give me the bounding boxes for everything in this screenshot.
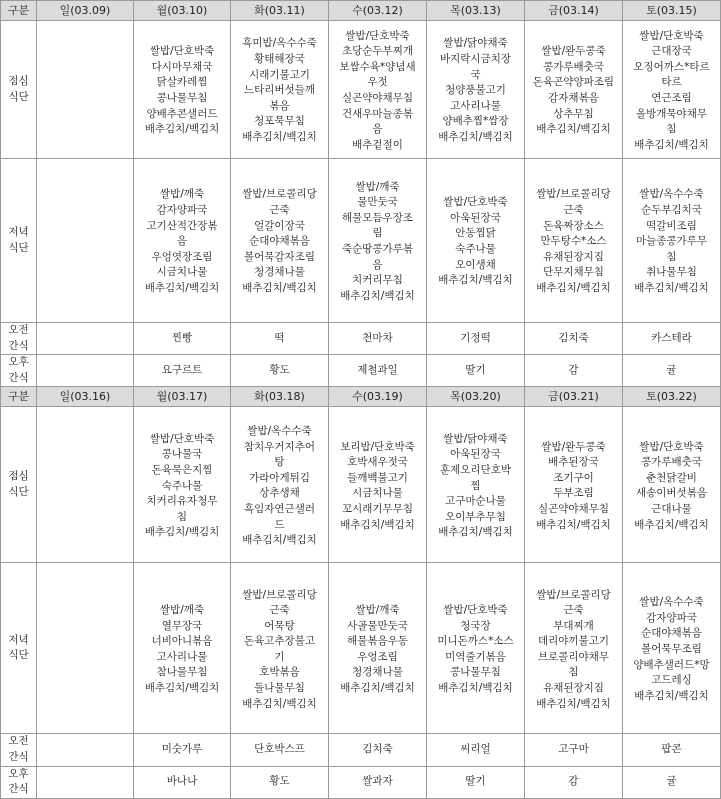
menu-item: 콩가루배춧국 — [641, 456, 702, 469]
menu-item: 쌀밥/깨죽 — [355, 180, 400, 193]
menu-item: 돈육고추장불고 — [243, 635, 315, 648]
row-label-bottom: 간식 — [8, 783, 29, 796]
snack-cell: 팝콘 — [623, 734, 721, 766]
menu-item: 근죽 — [269, 204, 290, 217]
lunch-menu-cell — [525, 407, 623, 563]
dinner-menu-cell — [427, 563, 525, 734]
menu-item: 물만둣국 — [357, 196, 398, 209]
snack-cell: 제철과일 — [329, 355, 427, 387]
lunch-row-label — [1, 21, 37, 159]
day-header: 금(03.21) — [525, 387, 623, 407]
menu-item: 시금치나물 — [156, 266, 208, 279]
menu-item: 부대찌개 — [553, 619, 594, 632]
week-header-row — [1, 387, 721, 407]
menu-item: 근죽 — [563, 604, 584, 617]
snack-cell: 단호박스프 — [231, 734, 329, 766]
snack-cell: 딸기 — [427, 355, 525, 387]
snack-cell: 고구마 — [525, 734, 623, 766]
menu-item: 흑미밥/옥수수죽 — [242, 37, 317, 50]
snack-cell: 김치죽 — [329, 734, 427, 766]
snack-cell: 천마차 — [329, 323, 427, 355]
menu-item: 쌀밥/완두콩죽 — [541, 45, 606, 58]
day-header: 화(03.18) — [231, 387, 329, 407]
menu-item: 숙주나물 — [161, 479, 203, 492]
menu-item: 쌀밥/브로콜리당 — [242, 588, 317, 601]
menu-item: 탕 — [274, 456, 285, 469]
menu-item: 쌀밥/옥수수죽 — [639, 596, 704, 609]
row-label-top: 저녁 — [8, 633, 29, 646]
menu-item: 얼갈이장국 — [254, 219, 305, 232]
snack-cell: 카스테라 — [623, 323, 721, 355]
day-header: 일(03.16) — [37, 387, 134, 407]
menu-item: 감자양파국 — [156, 204, 208, 217]
snack-am-row-label — [1, 323, 37, 355]
menu-item: 쌀밥/완두콩죽 — [541, 440, 606, 453]
menu-item: 쌀밥/단호박죽 — [345, 29, 410, 42]
dinner-menu-cell — [231, 159, 329, 323]
snack-am-row — [1, 734, 721, 766]
day-header: 목(03.20) — [427, 387, 525, 407]
header-label-cell: 구분 — [1, 1, 37, 21]
menu-item: 마늘종콩가루무 — [635, 235, 707, 248]
menu-item: 호박새우젓국 — [347, 456, 408, 469]
menu-item: 치커리무침 — [352, 274, 403, 287]
dinner-row — [1, 563, 721, 734]
menu-item: 쌀밥/닭야채죽 — [443, 37, 508, 50]
dinner-row — [1, 159, 721, 323]
lunch-menu-cell — [525, 21, 623, 159]
menu-item: 타르 — [661, 76, 682, 89]
menu-item: 떡갈비조림 — [646, 219, 697, 232]
row-label-bottom: 간식 — [8, 339, 29, 352]
menu-item: 취나물무침 — [646, 266, 697, 279]
menu-item: 쌀밥/깨죽 — [355, 604, 400, 617]
menu-item: 쌀밥/브로콜리당 — [242, 188, 317, 201]
menu-item: 양배추찜*쌈장 — [442, 115, 509, 128]
menu-item: 근죽 — [269, 604, 290, 617]
snack-cell: 딸기 — [427, 766, 525, 798]
menu-item: 건새우마늘종볶 — [341, 107, 413, 120]
menu-item: 배추김치/백김치 — [536, 281, 611, 294]
menu-item: 배추김치/백김치 — [634, 689, 709, 702]
menu-item: 청경채나물 — [254, 266, 305, 279]
menu-item: 보리밥/단호박죽 — [340, 440, 415, 453]
menu-item: 음 — [176, 235, 188, 248]
menu-item: 쌀밥/깨죽 — [159, 188, 205, 201]
snack-cell: 황도 — [231, 766, 329, 798]
row-label-top: 오전 — [8, 324, 29, 336]
menu-item: 쌀밥/브로콜리당 — [536, 188, 611, 201]
menu-item: 상추무침 — [553, 107, 594, 120]
menu-item: 시래기불고기 — [249, 68, 310, 81]
menu-item: 보쌈수육*양념새 — [339, 60, 416, 73]
row-label-bottom: 간식 — [8, 371, 29, 384]
menu-item: 참치우거지추어 — [243, 440, 315, 453]
snack-am-row-label — [1, 734, 37, 766]
menu-item: 고구마순나물 — [445, 495, 506, 508]
menu-item: 쌀밥/단호박죽 — [149, 432, 215, 445]
menu-item: 쌀밥/단호박죽 — [639, 440, 704, 453]
menu-item: 돈육묵은지찜 — [151, 463, 213, 476]
dinner-menu-cell — [134, 563, 231, 734]
menu-item: 아욱된장국 — [450, 211, 501, 224]
menu-item: 쌀밥/옥수수죽 — [247, 425, 312, 437]
menu-item: 단무지채무침 — [543, 266, 604, 279]
lunch-row — [1, 407, 721, 563]
menu-item: 참나물무침 — [156, 666, 208, 679]
snack-cell: 김치죽 — [525, 323, 623, 355]
menu-item: 배추김치/백김치 — [634, 138, 709, 151]
lunch-menu-cell — [623, 407, 721, 563]
menu-item: 훈제오리단호박 — [439, 463, 511, 476]
snack-cell: 감 — [525, 355, 623, 387]
menu-item: 미역줄기볶음 — [445, 650, 506, 663]
menu-item: 순대야채볶음 — [641, 627, 702, 640]
menu-item: 양배추샐러드*망 — [633, 658, 710, 671]
dinner-menu-cell — [231, 563, 329, 734]
menu-item: 국 — [470, 68, 481, 81]
menu-item: 쌀밥/닭야채죽 — [443, 432, 508, 445]
menu-item: 배추김치/백김치 — [634, 518, 709, 531]
menu-item: 배추김치/백김치 — [242, 697, 317, 710]
menu-table-body — [1, 1, 721, 799]
lunch-menu-cell — [134, 407, 231, 563]
row-label-top: 점심 — [8, 74, 29, 87]
menu-item: 쌀밥/단호박죽 — [443, 196, 508, 209]
snack-cell: 감 — [525, 766, 623, 798]
menu-item: 올방개묵야채무 — [635, 107, 707, 120]
lunch-menu-cell — [427, 21, 525, 159]
menu-item: 쌀밥/옥수수죽 — [639, 188, 704, 201]
day-header: 수(03.12) — [329, 1, 427, 21]
snack-pm-row-label — [1, 355, 37, 387]
menu-item: 데리야끼불고기 — [537, 635, 609, 648]
menu-item: 가라아게튀김 — [249, 471, 310, 484]
menu-item: 근대나물 — [651, 502, 692, 515]
menu-item: 콩나물국 — [161, 448, 203, 461]
dinner-menu-cell — [525, 563, 623, 734]
row-label-bottom: 식단 — [8, 649, 29, 662]
menu-item: 순대야채볶음 — [249, 235, 310, 248]
menu-item: 춘천닭갈비 — [646, 471, 697, 484]
menu-item: 배추김치/백김치 — [144, 281, 220, 294]
snack-cell — [37, 355, 134, 387]
menu-item: 미니돈까스*소스 — [437, 635, 514, 648]
header-label-cell: 구분 — [1, 387, 37, 407]
menu-item: 콩나물무침 — [450, 666, 501, 679]
menu-item: 찜 — [470, 479, 481, 492]
menu-item: 고사리나물 — [156, 650, 208, 663]
menu-item: 배추김치/백김치 — [438, 130, 513, 143]
menu-item: 죽순땅콩가루볶 — [341, 243, 413, 255]
menu-item: 바지락시금치장 — [439, 53, 511, 66]
menu-item: 숙주나물 — [455, 243, 496, 255]
menu-item: 느타리버섯들깨 — [243, 84, 315, 97]
menu-item: 볼어묵무조림 — [641, 643, 702, 656]
menu-item: 고사리나물 — [450, 99, 501, 112]
menu-item: 돈육곤약양파조림 — [532, 76, 615, 89]
menu-item: 청국장 — [460, 619, 491, 632]
day-header: 수(03.19) — [329, 387, 427, 407]
menu-item: 어묵탕 — [264, 619, 295, 632]
menu-item: 새송이버섯볶음 — [635, 487, 707, 500]
dinner-menu-cell — [623, 563, 721, 734]
snack-cell: 바나나 — [134, 766, 231, 798]
row-label-bottom: 식단 — [8, 485, 29, 498]
menu-item: 배추김치/백김치 — [144, 526, 220, 539]
menu-item: 침 — [176, 510, 188, 523]
menu-item: 배추김치/백김치 — [438, 682, 513, 695]
menu-item: 침 — [568, 666, 579, 679]
menu-item: 배추김치/백김치 — [536, 518, 611, 531]
snack-cell: 떡 — [231, 323, 329, 355]
menu-item: 감자채볶음 — [548, 92, 599, 104]
menu-item: 음 — [372, 258, 383, 271]
menu-item: 볼어묵감자조림 — [243, 250, 315, 263]
row-label-top: 저녁 — [8, 225, 29, 238]
dinner-menu-cell — [623, 159, 721, 323]
dinner-menu-cell — [37, 563, 134, 734]
snack-am-row — [1, 323, 721, 355]
menu-item: 고기산적간장볶 — [146, 219, 218, 232]
menu-item: 오징어까스*타르 — [633, 60, 710, 73]
menu-item: 배추김치/백김치 — [144, 123, 220, 136]
snack-cell: 미숫가루 — [134, 734, 231, 766]
lunch-menu-cell — [427, 407, 525, 563]
menu-item: 만두탕수*소스 — [540, 235, 607, 248]
menu-item: 꼬시래기무무침 — [341, 502, 413, 515]
menu-item: 닭살카레찜 — [156, 76, 208, 89]
day-header: 토(03.22) — [623, 387, 721, 407]
menu-item: 두부조림 — [553, 487, 594, 500]
menu-item: 사골물만둣국 — [347, 619, 408, 632]
menu-item: 근죽 — [563, 204, 584, 217]
menu-item: 쌀밥/브로콜리당 — [536, 588, 611, 601]
day-header: 일(03.09) — [37, 1, 134, 21]
menu-item: 우엉조림 — [357, 650, 398, 663]
dinner-menu-cell — [329, 159, 427, 323]
day-header: 화(03.11) — [231, 1, 329, 21]
menu-item: 초당순두부찌개 — [341, 45, 413, 58]
snack-pm-row — [1, 355, 721, 387]
menu-item: 흑임자연근샐러 — [243, 502, 315, 515]
snack-cell — [37, 734, 134, 766]
lunch-row-label — [1, 407, 37, 563]
row-label-top: 오후 — [8, 356, 29, 369]
day-header: 금(03.14) — [525, 1, 623, 21]
snack-cell: 귤 — [623, 355, 721, 387]
menu-item: 배추김치/백김치 — [144, 682, 220, 695]
menu-item: 콩가루배춧국 — [543, 60, 604, 73]
dinner-menu-cell — [134, 159, 231, 323]
snack-pm-row — [1, 766, 721, 798]
menu-item: 배추김치/백김치 — [536, 697, 611, 710]
menu-item: 배추김치/백김치 — [340, 682, 415, 695]
lunch-menu-cell — [37, 21, 134, 159]
menu-item: 쌀밥/단호박죽 — [149, 45, 215, 58]
menu-item: 너비아니볶음 — [151, 635, 213, 648]
menu-item: 고드레싱 — [651, 674, 692, 687]
lunch-menu-cell — [134, 21, 231, 159]
menu-item: 배추겉절이 — [352, 138, 403, 151]
lunch-menu-cell — [231, 407, 329, 563]
dinner-menu-cell — [37, 159, 134, 323]
menu-item: 침 — [666, 123, 677, 136]
menu-item: 돈육짜장소스 — [543, 219, 604, 232]
menu-item: 배추김치/백김치 — [242, 281, 317, 294]
menu-item: 드 — [274, 518, 285, 531]
dinner-menu-cell — [525, 159, 623, 323]
menu-item: 배추김치/백김치 — [536, 123, 611, 136]
menu-item: 돌나물무침 — [254, 682, 305, 695]
menu-item: 청양풍불고기 — [445, 84, 506, 97]
menu-item: 다시마무채국 — [151, 60, 213, 73]
menu-item: 아욱된장국 — [450, 448, 501, 461]
lunch-menu-cell — [329, 407, 427, 563]
menu-item: 오이생채 — [455, 258, 496, 271]
lunch-row — [1, 21, 721, 159]
lunch-menu-cell — [623, 21, 721, 159]
snack-cell: 기정떡 — [427, 323, 525, 355]
menu-item: 청경채나물 — [352, 666, 403, 679]
row-label-bottom: 식단 — [8, 241, 29, 254]
menu-item: 배추김치/백김치 — [242, 534, 317, 547]
menu-item: 연근조림 — [651, 92, 692, 104]
menu-item: 황태해장국 — [254, 53, 305, 66]
menu-item: 치커리유자청무 — [146, 495, 218, 508]
menu-item: 실곤약야채무침 — [537, 502, 609, 515]
menu-item: 시금치나물 — [352, 487, 403, 500]
row-label-bottom: 간식 — [8, 750, 29, 763]
menu-item: 해물모듬우장조 — [341, 211, 413, 224]
menu-item: 배추김치/백김치 — [340, 289, 415, 302]
snack-cell — [37, 323, 134, 355]
menu-item: 배추김치/백김치 — [438, 274, 513, 287]
menu-item: 배추김치/백김치 — [340, 518, 415, 531]
menu-item: 콩나물무침 — [156, 92, 208, 104]
menu-item: 청포묵무침 — [254, 115, 305, 128]
menu-item: 쌀밥/단호박죽 — [443, 604, 508, 617]
menu-item: 림 — [372, 227, 383, 240]
menu-item: 볶음 — [269, 99, 290, 112]
menu-item: 유채된장지짐 — [543, 682, 604, 695]
row-label-top: 오전 — [8, 735, 29, 748]
dinner-row-label — [1, 563, 37, 734]
snack-cell: 씨리얼 — [427, 734, 525, 766]
snack-cell: 찐빵 — [134, 323, 231, 355]
lunch-menu-cell — [231, 21, 329, 159]
menu-item: 오이부추무침 — [445, 510, 506, 523]
menu-item: 호박볶음 — [259, 666, 300, 679]
snack-cell: 황도 — [231, 355, 329, 387]
menu-item: 근대장국 — [651, 45, 692, 58]
row-label-top: 점심 — [8, 470, 29, 483]
row-label-top: 오후 — [8, 767, 29, 780]
menu-item: 쌀밥/단호박죽 — [639, 29, 704, 42]
lunch-menu-cell — [329, 21, 427, 159]
menu-item: 안동찜닭 — [455, 227, 496, 240]
menu-item: 기 — [274, 650, 285, 663]
dinner-row-label — [1, 159, 37, 323]
menu-item: 감자양파국 — [646, 611, 697, 624]
menu-item: 열무장국 — [161, 619, 203, 632]
menu-item: 해물볶음우동 — [347, 635, 408, 648]
dinner-menu-cell — [329, 563, 427, 734]
menu-item: 조기구이 — [553, 471, 594, 484]
snack-cell — [37, 766, 134, 798]
dinner-menu-cell — [427, 159, 525, 323]
menu-item: 양배추콘샐러드 — [146, 107, 218, 120]
menu-item: 배추김치/백김치 — [438, 526, 513, 539]
snack-cell: 쌀과자 — [329, 766, 427, 798]
menu-item: 쌀밥/깨죽 — [159, 604, 205, 617]
menu-item: 우엉엿장조림 — [151, 250, 213, 263]
snack-cell: 요구르트 — [134, 355, 231, 387]
menu-item: 우젓 — [367, 76, 388, 89]
menu-item: 실곤약야채무침 — [341, 92, 413, 104]
menu-item: 유채된장지짐 — [543, 250, 604, 263]
week-header-row — [1, 1, 721, 21]
lunch-menu-cell — [37, 407, 134, 563]
menu-item: 배추김치/백김치 — [634, 281, 709, 294]
day-header: 월(03.10) — [134, 1, 231, 21]
menu-item: 배추된장국 — [548, 456, 599, 469]
day-header: 월(03.17) — [134, 387, 231, 407]
menu-item: 침 — [666, 250, 677, 263]
menu-item: 순두부김치국 — [641, 204, 702, 217]
menu-item: 브로콜리야채무 — [537, 650, 609, 663]
menu-item: 배추김치/백김치 — [242, 130, 317, 143]
snack-pm-row-label — [1, 766, 37, 798]
day-header: 목(03.13) — [427, 1, 525, 21]
menu-item: 들깨백불고기 — [347, 471, 408, 484]
menu-item: 상추생채 — [259, 487, 300, 500]
day-header: 토(03.15) — [623, 1, 721, 21]
row-label-bottom: 식단 — [8, 90, 29, 103]
menu-item: 음 — [372, 123, 383, 136]
snack-cell: 귤 — [623, 766, 721, 798]
